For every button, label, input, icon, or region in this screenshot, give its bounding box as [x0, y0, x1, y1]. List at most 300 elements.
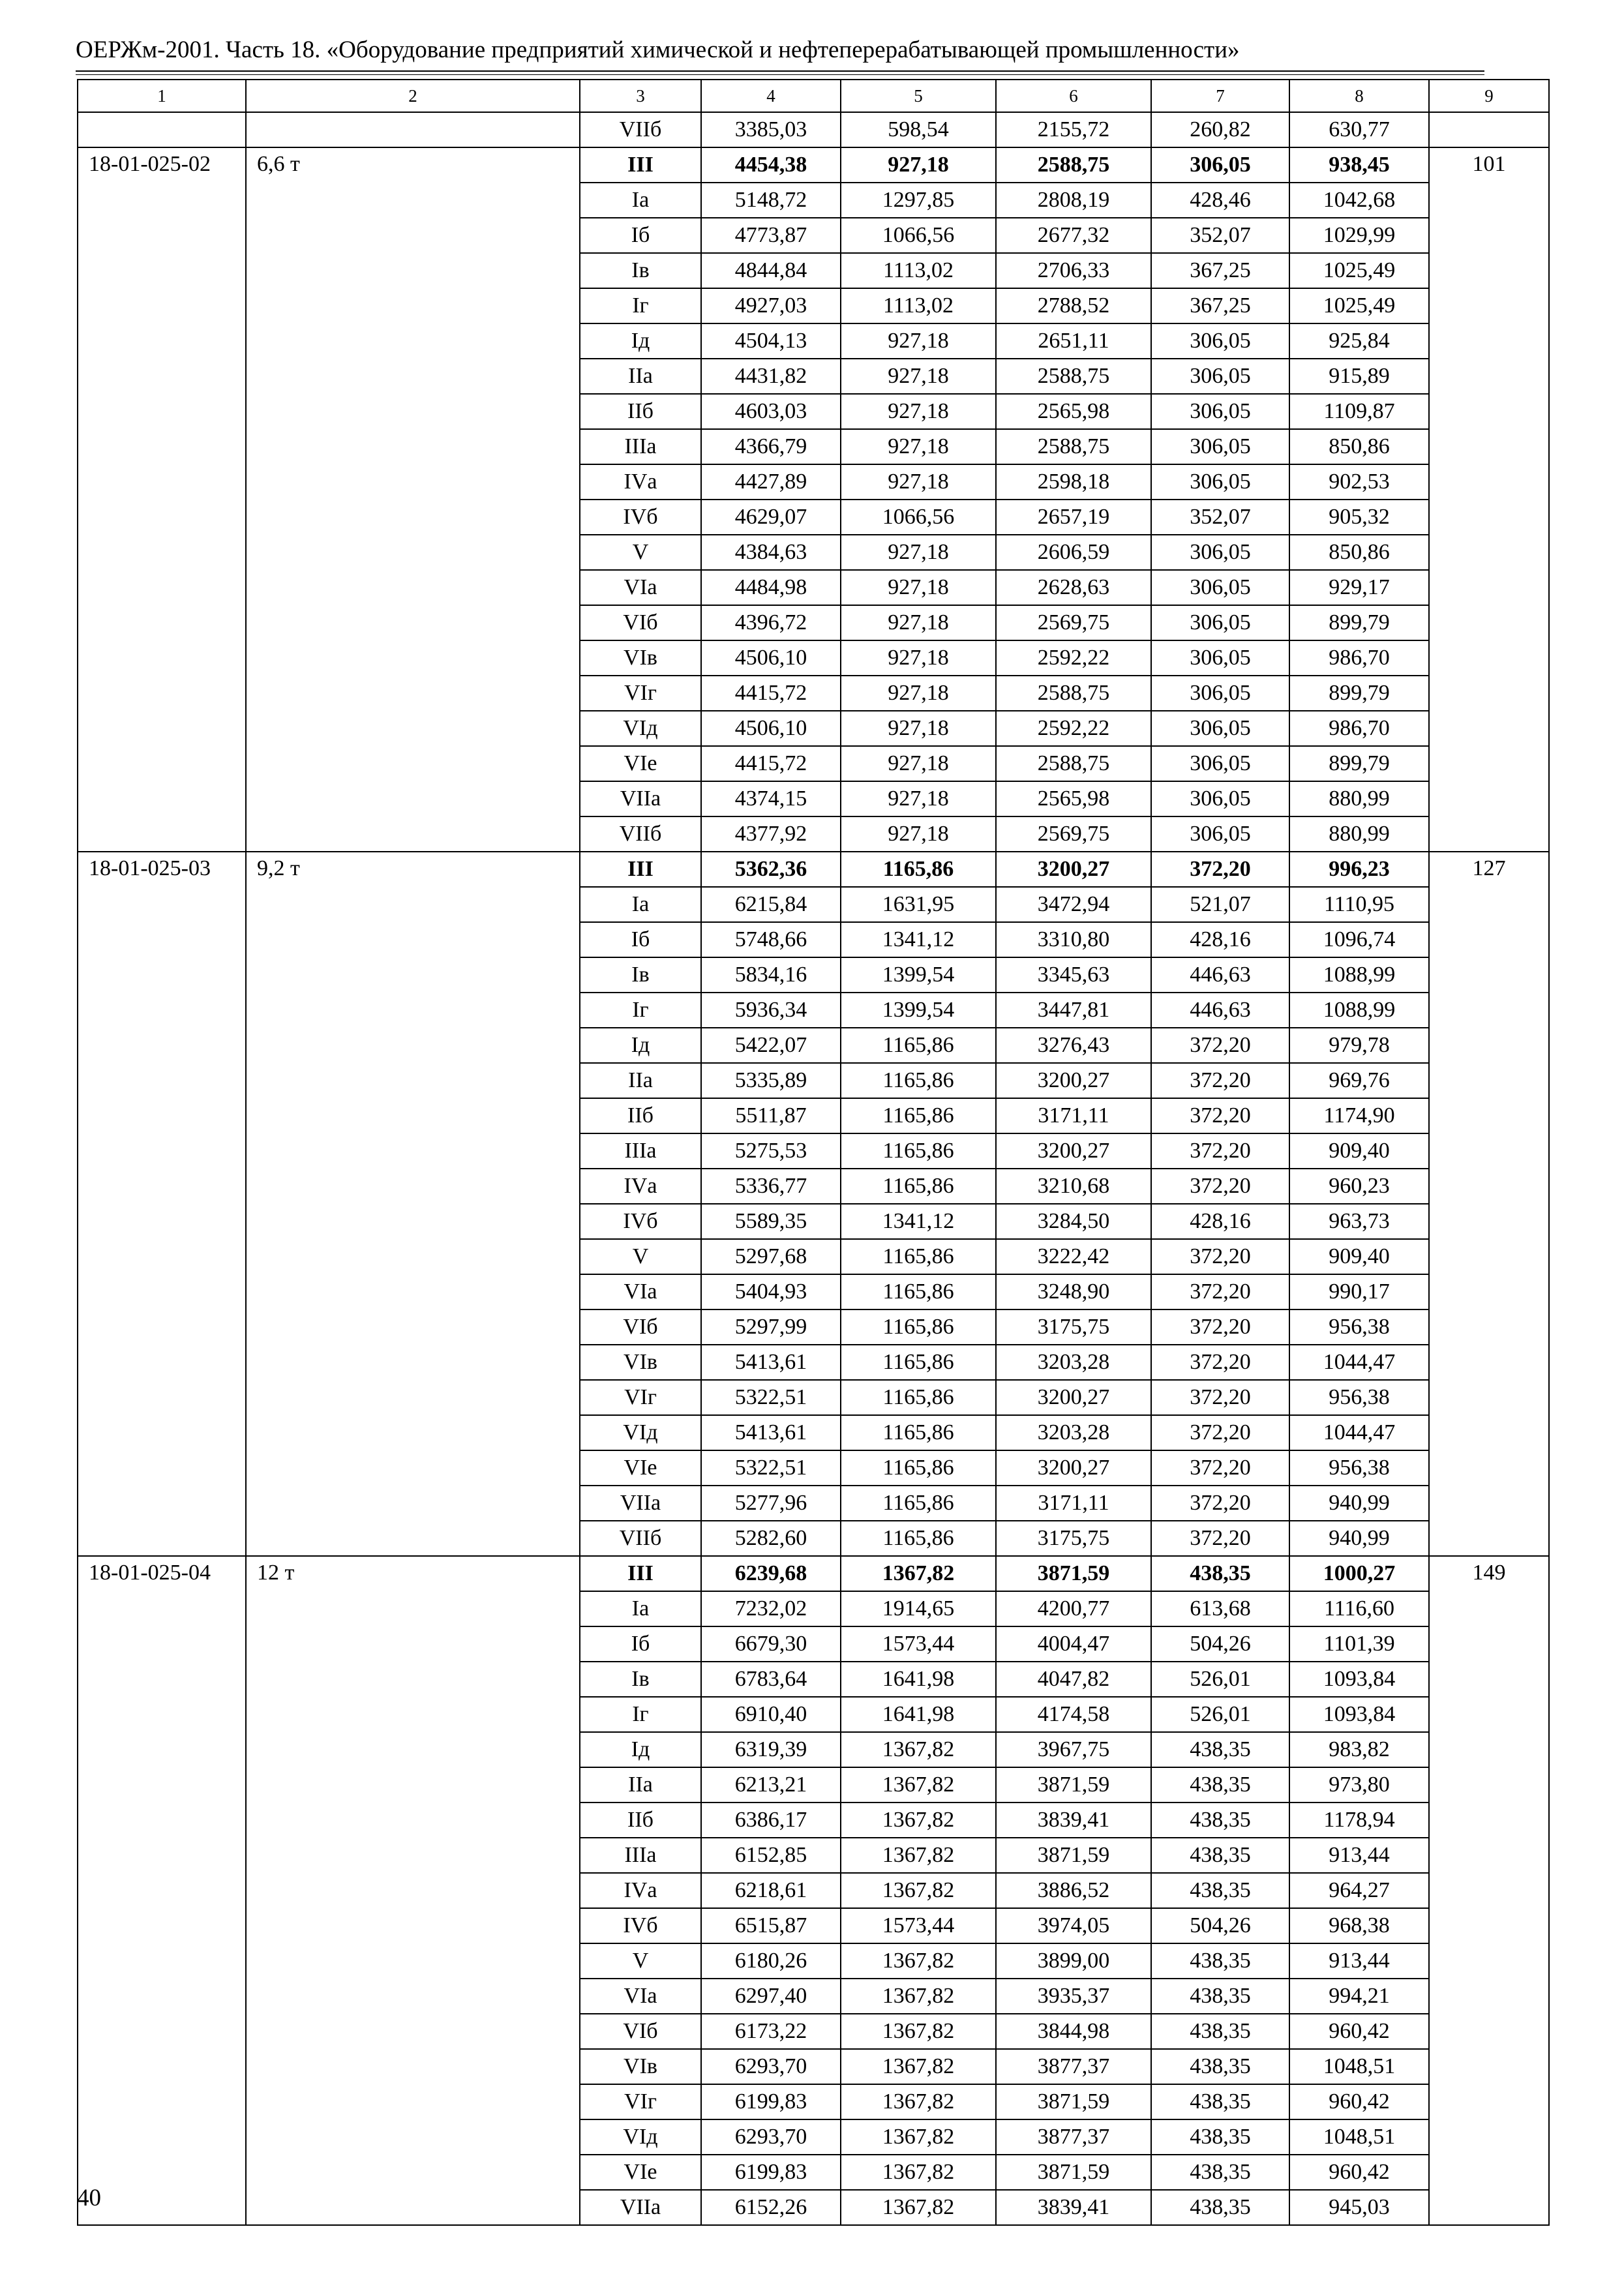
value-cell: 927,18 — [841, 640, 996, 676]
value-cell: 1165,86 — [841, 1028, 996, 1063]
code-cell — [78, 112, 246, 147]
value-cell: 909,40 — [1289, 1239, 1429, 1274]
zone-cell: V — [580, 1239, 701, 1274]
value-cell: 367,25 — [1151, 288, 1289, 323]
value-cell: 306,05 — [1151, 676, 1289, 711]
value-cell: 1025,49 — [1289, 288, 1429, 323]
value-cell: 2788,52 — [996, 288, 1151, 323]
value-cell: 3200,27 — [996, 1450, 1151, 1486]
zone-cell: VIд — [580, 1415, 701, 1450]
value-cell: 428,46 — [1151, 183, 1289, 218]
value-cell: 1367,82 — [841, 2014, 996, 2049]
value-cell: 927,18 — [841, 605, 996, 640]
zone-cell: VIIа — [580, 1486, 701, 1521]
value-cell: 306,05 — [1151, 746, 1289, 781]
value-cell: 372,20 — [1151, 1486, 1289, 1521]
value-cell: 598,54 — [841, 112, 996, 147]
value-cell: 3222,42 — [996, 1239, 1151, 1274]
value-cell: 306,05 — [1151, 711, 1289, 746]
value-cell: 1025,49 — [1289, 253, 1429, 288]
value-cell: 3385,03 — [701, 112, 841, 147]
value-cell: 372,20 — [1151, 1028, 1289, 1063]
value-cell: 306,05 — [1151, 323, 1289, 359]
value-cell: 913,44 — [1289, 1838, 1429, 1873]
value-cell: 1093,84 — [1289, 1662, 1429, 1697]
column-number-cell: 3 — [580, 80, 701, 112]
value-cell: 6293,70 — [701, 2119, 841, 2155]
column-number-row — [78, 80, 1549, 112]
zone-cell: VIв — [580, 2049, 701, 2084]
value-cell: 1367,82 — [841, 2190, 996, 2225]
zone-cell: VIа — [580, 1274, 701, 1309]
value-cell: 6180,26 — [701, 1943, 841, 1979]
value-cell: 1297,85 — [841, 183, 996, 218]
value-cell: 306,05 — [1151, 816, 1289, 852]
value-cell: 3248,90 — [996, 1274, 1151, 1309]
value-cell: 1367,82 — [841, 2155, 996, 2190]
value-cell: 1165,86 — [841, 1486, 996, 1521]
value-cell: 1088,99 — [1289, 993, 1429, 1028]
value-cell: 4047,82 — [996, 1662, 1151, 1697]
count-cell: 101 — [1429, 147, 1549, 852]
value-cell: 3472,94 — [996, 887, 1151, 922]
value-cell: 3871,59 — [996, 2155, 1151, 2190]
zone-cell: VIг — [580, 676, 701, 711]
capacity-cell — [246, 112, 580, 147]
value-cell: 5834,16 — [701, 957, 841, 993]
zone-cell: Iд — [580, 323, 701, 359]
value-cell: 3200,27 — [996, 1133, 1151, 1169]
value-cell: 4004,47 — [996, 1626, 1151, 1662]
value-cell: 2588,75 — [996, 359, 1151, 394]
value-cell: 428,16 — [1151, 1204, 1289, 1239]
page-number: 40 — [77, 2185, 101, 2211]
column-number-cell: 7 — [1151, 80, 1289, 112]
value-cell: 446,63 — [1151, 957, 1289, 993]
value-cell: 4384,63 — [701, 535, 841, 570]
zone-cell: VIIб — [580, 1521, 701, 1556]
value-cell: 3345,63 — [996, 957, 1151, 993]
zone-cell: IVа — [580, 1873, 701, 1908]
value-cell: 428,16 — [1151, 922, 1289, 957]
zone-cell: VIв — [580, 1345, 701, 1380]
value-cell: 2588,75 — [996, 429, 1151, 464]
value-cell: 1165,86 — [841, 1274, 996, 1309]
value-cell: 994,21 — [1289, 1979, 1429, 2014]
value-cell: 5422,07 — [701, 1028, 841, 1063]
zone-cell: Iв — [580, 1662, 701, 1697]
zone-cell: Iа — [580, 1591, 701, 1626]
value-cell: 306,05 — [1151, 535, 1289, 570]
value-cell: 5277,96 — [701, 1486, 841, 1521]
value-cell: 372,20 — [1151, 1169, 1289, 1204]
value-cell: 927,18 — [841, 535, 996, 570]
value-cell: 5336,77 — [701, 1169, 841, 1204]
value-cell: 1341,12 — [841, 1204, 996, 1239]
zone-cell: VIе — [580, 2155, 701, 2190]
zone-cell: IIIа — [580, 1133, 701, 1169]
value-cell: 1109,87 — [1289, 394, 1429, 429]
value-cell: 927,18 — [841, 323, 996, 359]
value-cell: 3175,75 — [996, 1521, 1151, 1556]
value-cell: 438,35 — [1151, 1943, 1289, 1979]
value-cell: 3839,41 — [996, 1803, 1151, 1838]
value-cell: 3877,37 — [996, 2049, 1151, 2084]
value-cell: 1093,84 — [1289, 1697, 1429, 1732]
value-cell: 2598,18 — [996, 464, 1151, 500]
zone-cell: VIб — [580, 2014, 701, 2049]
value-cell: 372,20 — [1151, 852, 1289, 887]
value-cell: 4431,82 — [701, 359, 841, 394]
value-cell: 3171,11 — [996, 1098, 1151, 1133]
value-cell: 6199,83 — [701, 2084, 841, 2119]
value-cell: 927,18 — [841, 359, 996, 394]
value-cell: 4629,07 — [701, 500, 841, 535]
zone-cell: IIIа — [580, 1838, 701, 1873]
value-cell: 909,40 — [1289, 1133, 1429, 1169]
value-cell: 306,05 — [1151, 640, 1289, 676]
zone-cell: III — [580, 147, 701, 183]
value-cell: 5413,61 — [701, 1345, 841, 1380]
value-cell: 4506,10 — [701, 640, 841, 676]
value-cell: 1367,82 — [841, 1556, 996, 1591]
value-cell: 968,38 — [1289, 1908, 1429, 1943]
value-cell: 1044,47 — [1289, 1345, 1429, 1380]
zone-cell: Iб — [580, 922, 701, 957]
zone-cell: IVа — [580, 464, 701, 500]
column-number-cell: 2 — [246, 80, 580, 112]
value-cell: 438,35 — [1151, 2190, 1289, 2225]
value-cell: 986,70 — [1289, 640, 1429, 676]
zone-cell: IIа — [580, 1767, 701, 1803]
value-cell: 504,26 — [1151, 1626, 1289, 1662]
zone-cell: IIб — [580, 1098, 701, 1133]
zone-cell: IVа — [580, 1169, 701, 1204]
value-cell: 372,20 — [1151, 1380, 1289, 1415]
value-cell: 352,07 — [1151, 500, 1289, 535]
value-cell: 3935,37 — [996, 1979, 1151, 2014]
value-cell: 3200,27 — [996, 1063, 1151, 1098]
value-cell: 1113,02 — [841, 253, 996, 288]
value-cell: 1165,86 — [841, 1380, 996, 1415]
value-cell: 956,38 — [1289, 1450, 1429, 1486]
value-cell: 927,18 — [841, 711, 996, 746]
value-cell: 983,82 — [1289, 1732, 1429, 1767]
value-cell: 306,05 — [1151, 394, 1289, 429]
value-cell: 956,38 — [1289, 1380, 1429, 1415]
value-cell: 438,35 — [1151, 2014, 1289, 2049]
value-cell: 1631,95 — [841, 887, 996, 922]
value-cell: 438,35 — [1151, 1838, 1289, 1873]
value-cell: 1573,44 — [841, 1626, 996, 1662]
value-cell: 6199,83 — [701, 2155, 841, 2190]
zone-cell: IIа — [580, 359, 701, 394]
value-cell: 438,35 — [1151, 1979, 1289, 2014]
column-number-cell: 5 — [841, 80, 996, 112]
value-cell: 1088,99 — [1289, 957, 1429, 993]
page-header: ОЕРЖм-2001. Часть 18. «Оборудование предприятий химической и нефтеперерабатывающей промышленности» — [76, 37, 1240, 63]
value-cell: 2657,19 — [996, 500, 1151, 535]
value-cell: 927,18 — [841, 746, 996, 781]
value-cell: 1116,60 — [1289, 1591, 1429, 1626]
zone-cell: Iв — [580, 253, 701, 288]
value-cell: 913,44 — [1289, 1943, 1429, 1979]
value-cell: 446,63 — [1151, 993, 1289, 1028]
value-cell: 1914,65 — [841, 1591, 996, 1626]
value-cell: 2592,22 — [996, 640, 1151, 676]
value-cell: 306,05 — [1151, 781, 1289, 816]
value-cell: 1165,86 — [841, 1345, 996, 1380]
value-cell: 306,05 — [1151, 147, 1289, 183]
value-cell: 4396,72 — [701, 605, 841, 640]
table-body — [78, 80, 1549, 2225]
value-cell: 2606,59 — [996, 535, 1151, 570]
value-cell: 3886,52 — [996, 1873, 1151, 1908]
value-cell: 3203,28 — [996, 1415, 1151, 1450]
value-cell: 3839,41 — [996, 2190, 1151, 2225]
value-cell: 960,23 — [1289, 1169, 1429, 1204]
value-cell: 902,53 — [1289, 464, 1429, 500]
column-number-cell: 4 — [701, 80, 841, 112]
value-cell: 1113,02 — [841, 288, 996, 323]
value-cell: 5936,34 — [701, 993, 841, 1028]
value-cell: 372,20 — [1151, 1063, 1289, 1098]
value-cell: 4484,98 — [701, 570, 841, 605]
value-cell: 1048,51 — [1289, 2119, 1429, 2155]
zone-cell: VIIб — [580, 816, 701, 852]
capacity-cell: 6,6 т — [246, 147, 580, 852]
value-cell: 4506,10 — [701, 711, 841, 746]
value-cell: 372,20 — [1151, 1415, 1289, 1450]
value-cell: 969,76 — [1289, 1063, 1429, 1098]
value-cell: 899,79 — [1289, 746, 1429, 781]
value-cell: 4427,89 — [701, 464, 841, 500]
value-cell: 2565,98 — [996, 394, 1151, 429]
value-cell: 3200,27 — [996, 1380, 1151, 1415]
value-cell: 880,99 — [1289, 816, 1429, 852]
value-cell: 3871,59 — [996, 2084, 1151, 2119]
value-cell: 2651,11 — [996, 323, 1151, 359]
value-cell: 927,18 — [841, 570, 996, 605]
value-cell: 940,99 — [1289, 1486, 1429, 1521]
zone-cell: Iд — [580, 1732, 701, 1767]
value-cell: 1165,86 — [841, 1309, 996, 1345]
value-cell: 1165,86 — [841, 1063, 996, 1098]
value-cell: 372,20 — [1151, 1345, 1289, 1380]
value-cell: 526,01 — [1151, 1662, 1289, 1697]
zone-cell: Iв — [580, 957, 701, 993]
value-cell: 927,18 — [841, 147, 996, 183]
value-cell: 1066,56 — [841, 500, 996, 535]
value-cell: 630,77 — [1289, 112, 1429, 147]
value-cell: 4366,79 — [701, 429, 841, 464]
value-cell: 1101,39 — [1289, 1626, 1429, 1662]
column-number-cell: 6 — [996, 80, 1151, 112]
value-cell: 438,35 — [1151, 1803, 1289, 1838]
value-cell: 1341,12 — [841, 922, 996, 957]
value-cell: 372,20 — [1151, 1521, 1289, 1556]
value-cell: 2588,75 — [996, 746, 1151, 781]
value-cell: 5297,68 — [701, 1239, 841, 1274]
capacity-cell: 12 т — [246, 1556, 580, 2225]
zone-cell: IIIа — [580, 429, 701, 464]
value-cell: 3276,43 — [996, 1028, 1151, 1063]
value-cell: 1165,86 — [841, 1450, 996, 1486]
value-cell: 3284,50 — [996, 1204, 1151, 1239]
value-cell: 6215,84 — [701, 887, 841, 922]
value-cell: 3447,81 — [996, 993, 1151, 1028]
value-cell: 3871,59 — [996, 1556, 1151, 1591]
value-cell: 1367,82 — [841, 1732, 996, 1767]
value-cell: 372,20 — [1151, 1274, 1289, 1309]
count-cell: 149 — [1429, 1556, 1549, 2225]
value-cell: 3877,37 — [996, 2119, 1151, 2155]
value-cell: 5748,66 — [701, 922, 841, 957]
value-cell: 2588,75 — [996, 676, 1151, 711]
value-cell: 1399,54 — [841, 993, 996, 1028]
value-cell: 1029,99 — [1289, 218, 1429, 253]
value-cell: 1000,27 — [1289, 1556, 1429, 1591]
zone-cell: Iб — [580, 1626, 701, 1662]
value-cell: 6515,87 — [701, 1908, 841, 1943]
value-cell: 2677,32 — [996, 218, 1151, 253]
value-cell: 5322,51 — [701, 1380, 841, 1415]
zone-cell: Iг — [580, 1697, 701, 1732]
value-cell: 521,07 — [1151, 887, 1289, 922]
value-cell: 5148,72 — [701, 183, 841, 218]
value-cell: 5362,36 — [701, 852, 841, 887]
value-cell: 6173,22 — [701, 2014, 841, 2049]
value-cell: 372,20 — [1151, 1133, 1289, 1169]
value-cell: 6297,40 — [701, 1979, 841, 2014]
zone-cell: III — [580, 1556, 701, 1591]
value-cell: 996,23 — [1289, 852, 1429, 887]
value-cell: 613,68 — [1151, 1591, 1289, 1626]
value-cell: 1165,86 — [841, 852, 996, 887]
value-cell: 1367,82 — [841, 1767, 996, 1803]
value-cell: 372,20 — [1151, 1239, 1289, 1274]
zone-cell: VIб — [580, 1309, 701, 1345]
value-cell: 6152,85 — [701, 1838, 841, 1873]
value-cell: 6679,30 — [701, 1626, 841, 1662]
value-cell: 1641,98 — [841, 1662, 996, 1697]
code-cell: 18-01-025-02 — [78, 147, 246, 852]
table-row — [78, 1556, 1549, 1591]
value-cell: 3310,80 — [996, 922, 1151, 957]
zone-cell: Iд — [580, 1028, 701, 1063]
value-cell: 5335,89 — [701, 1063, 841, 1098]
zone-cell: VIг — [580, 1380, 701, 1415]
value-cell: 1165,86 — [841, 1169, 996, 1204]
value-cell: 438,35 — [1151, 2049, 1289, 2084]
zone-cell: IIа — [580, 1063, 701, 1098]
value-cell: 3200,27 — [996, 852, 1151, 887]
value-cell: 6386,17 — [701, 1803, 841, 1838]
value-cell: 3171,11 — [996, 1486, 1151, 1521]
value-cell: 1573,44 — [841, 1908, 996, 1943]
value-cell: 1165,86 — [841, 1098, 996, 1133]
zone-cell: Iб — [580, 218, 701, 253]
value-cell: 438,35 — [1151, 1767, 1289, 1803]
zone-cell: VIIа — [580, 781, 701, 816]
value-cell: 1367,82 — [841, 1873, 996, 1908]
value-cell: 3871,59 — [996, 1767, 1151, 1803]
header-rule-thin — [76, 74, 1484, 75]
zone-cell: IIб — [580, 394, 701, 429]
value-cell: 940,99 — [1289, 1521, 1429, 1556]
value-cell: 1174,90 — [1289, 1098, 1429, 1133]
value-cell: 5322,51 — [701, 1450, 841, 1486]
value-cell: 2808,19 — [996, 183, 1151, 218]
value-cell: 2628,63 — [996, 570, 1151, 605]
column-number-cell: 9 — [1429, 80, 1549, 112]
value-cell: 306,05 — [1151, 605, 1289, 640]
value-cell: 3210,68 — [996, 1169, 1151, 1204]
value-cell: 2592,22 — [996, 711, 1151, 746]
value-cell: 915,89 — [1289, 359, 1429, 394]
value-cell: 1367,82 — [841, 2049, 996, 2084]
zone-cell: VIд — [580, 2119, 701, 2155]
value-cell: 352,07 — [1151, 218, 1289, 253]
value-cell: 1096,74 — [1289, 922, 1429, 957]
value-cell: 438,35 — [1151, 1556, 1289, 1591]
value-cell: 963,73 — [1289, 1204, 1429, 1239]
value-cell: 4504,13 — [701, 323, 841, 359]
zone-cell: VIд — [580, 711, 701, 746]
value-cell: 850,86 — [1289, 429, 1429, 464]
count-cell — [1429, 112, 1549, 147]
zone-cell: VIб — [580, 605, 701, 640]
value-cell: 929,17 — [1289, 570, 1429, 605]
zone-cell: VIв — [580, 640, 701, 676]
value-cell: 438,35 — [1151, 2155, 1289, 2190]
value-cell: 964,27 — [1289, 1873, 1429, 1908]
value-cell: 3871,59 — [996, 1838, 1151, 1873]
value-cell: 2565,98 — [996, 781, 1151, 816]
zone-cell: V — [580, 1943, 701, 1979]
zone-cell: III — [580, 852, 701, 887]
value-cell: 306,05 — [1151, 359, 1289, 394]
value-cell: 956,38 — [1289, 1309, 1429, 1345]
value-cell: 372,20 — [1151, 1309, 1289, 1345]
value-cell: 1641,98 — [841, 1697, 996, 1732]
value-cell: 850,86 — [1289, 535, 1429, 570]
value-cell: 6218,61 — [701, 1873, 841, 1908]
value-cell: 1399,54 — [841, 957, 996, 993]
value-cell: 905,32 — [1289, 500, 1429, 535]
capacity-cell: 9,2 т — [246, 852, 580, 1556]
value-cell: 306,05 — [1151, 429, 1289, 464]
value-cell: 990,17 — [1289, 1274, 1429, 1309]
value-cell: 5589,35 — [701, 1204, 841, 1239]
zone-cell: IVб — [580, 1204, 701, 1239]
value-cell: 925,84 — [1289, 323, 1429, 359]
value-cell: 3203,28 — [996, 1345, 1151, 1380]
value-cell: 4927,03 — [701, 288, 841, 323]
value-cell: 1165,86 — [841, 1239, 996, 1274]
value-cell: 3967,75 — [996, 1732, 1151, 1767]
value-cell: 927,18 — [841, 394, 996, 429]
value-cell: 1367,82 — [841, 1979, 996, 2014]
rates-table — [77, 79, 1550, 2226]
value-cell: 5282,60 — [701, 1521, 841, 1556]
value-cell: 938,45 — [1289, 147, 1429, 183]
table-row — [78, 147, 1549, 183]
value-cell: 4374,15 — [701, 781, 841, 816]
value-cell: 1178,94 — [1289, 1803, 1429, 1838]
value-cell: 2569,75 — [996, 816, 1151, 852]
value-cell: 2569,75 — [996, 605, 1151, 640]
